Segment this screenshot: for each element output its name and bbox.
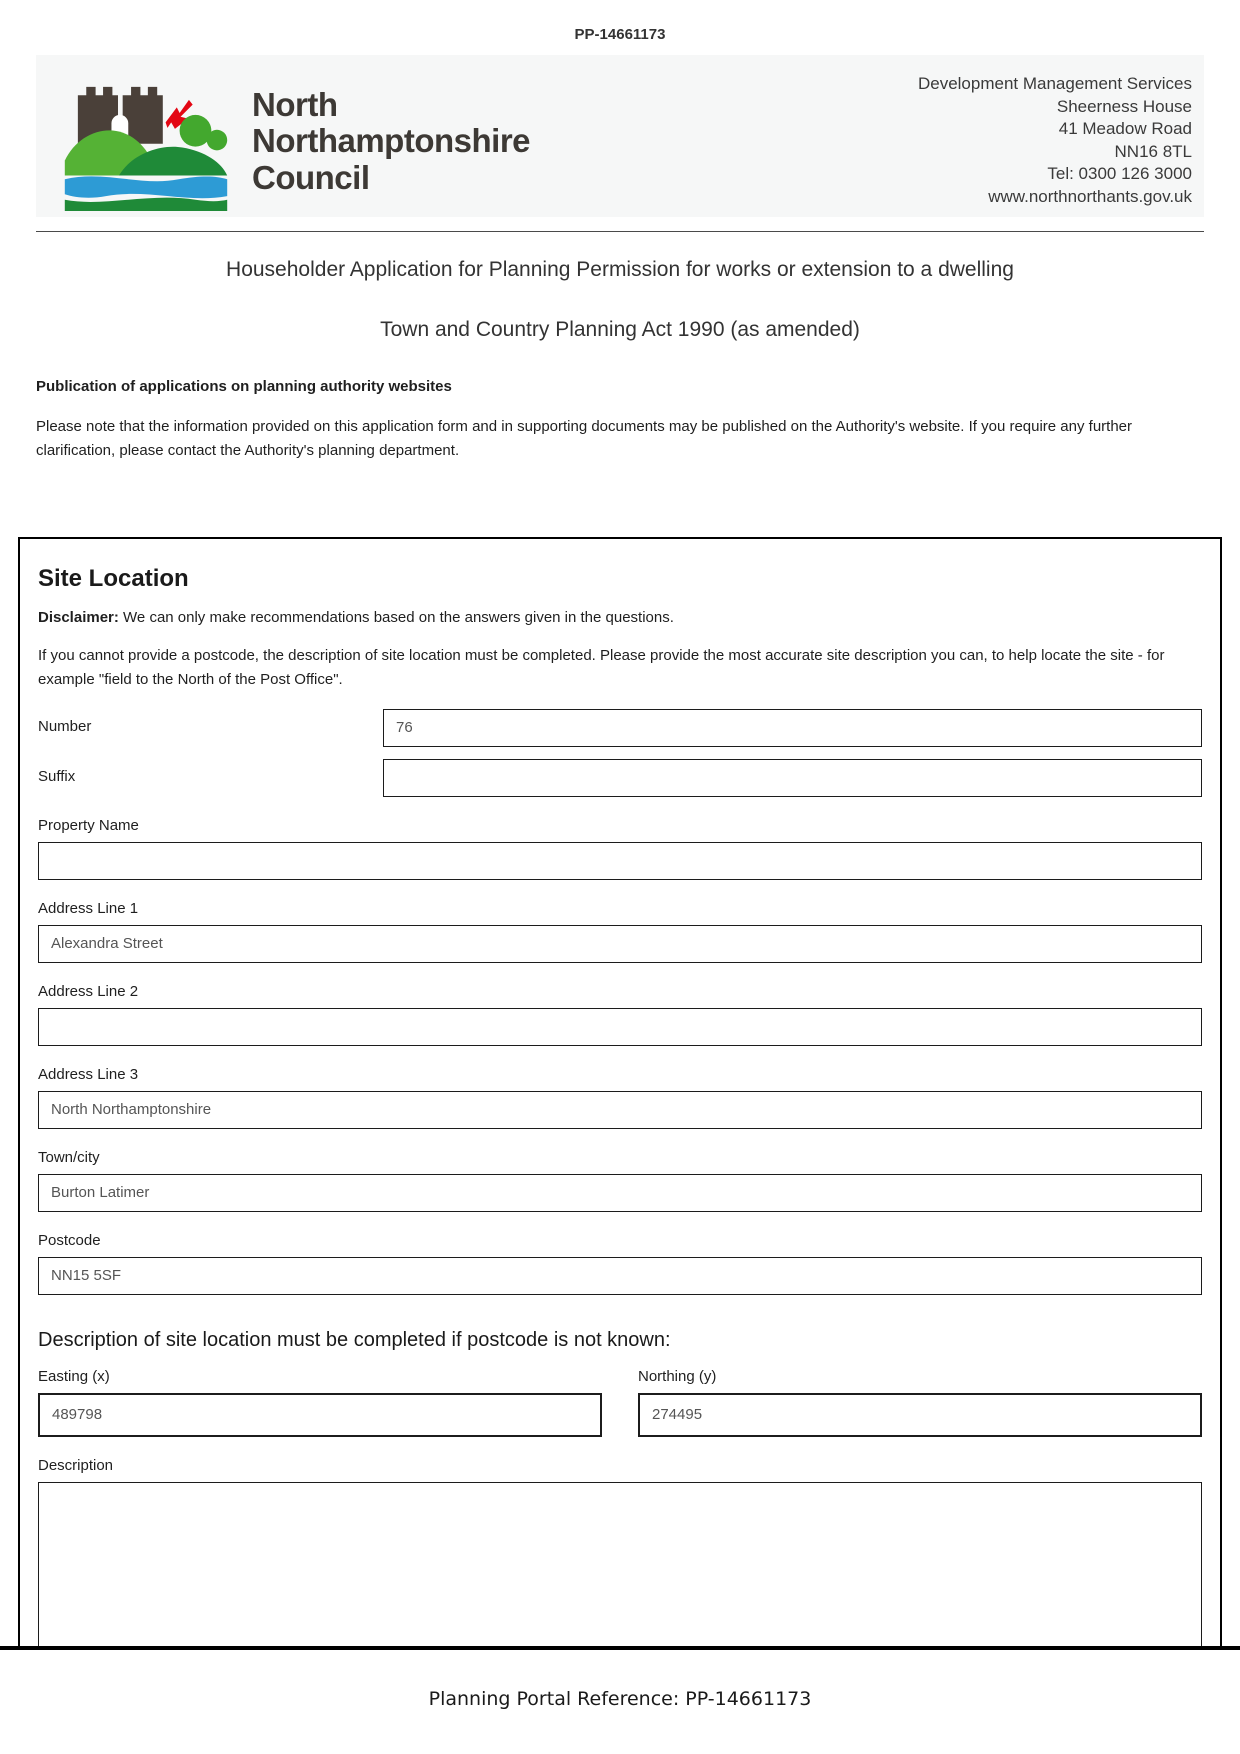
postcode-label: Postcode — [38, 1231, 101, 1249]
field-row-suffix — [38, 759, 1202, 797]
address-line-1-label: Address Line 1 — [38, 899, 139, 917]
address-line: 41 Meadow Road — [1058, 119, 1192, 139]
property-name-input[interactable] — [38, 842, 1202, 880]
field-address-line-2 — [38, 983, 1202, 1046]
header-divider — [36, 231, 1204, 232]
suffix-label: Suffix — [38, 767, 76, 785]
field-town-city — [38, 1149, 1202, 1212]
field-northing — [638, 1368, 1202, 1437]
disclaimer-label: Disclaimer: — [38, 609, 119, 626]
address-line-1-input[interactable] — [38, 925, 1202, 963]
number-input[interactable] — [383, 709, 1202, 747]
council-wordmark — [252, 87, 530, 196]
postcode-input[interactable] — [38, 1257, 1202, 1295]
address-line: NN16 8TL — [1114, 141, 1192, 161]
form-subtitle: Town and Country Planning Act 1990 (as amended) — [380, 318, 860, 341]
wordmark-line1: North — [252, 86, 338, 123]
address-line: www.northnorthants.gov.uk — [988, 187, 1192, 207]
page-break-divider — [0, 1646, 1240, 1650]
publication-paragraph: Please note that the information provided on this application form and in supporting documents may be published on the Authority's website. If you require any further clarification, please contact the Authority's planning department. — [36, 418, 1133, 459]
planning-portal-reference: Planning Portal Reference: PP-14661173 — [428, 1688, 812, 1710]
address-line: Development Management Services — [917, 74, 1192, 93]
address-line-3-input[interactable] — [38, 1091, 1202, 1129]
address-line-3-label: Address Line 3 — [38, 1065, 139, 1083]
application-reference: PP-14661173 — [574, 26, 666, 43]
coordinates-row — [38, 1368, 1202, 1437]
easting-input[interactable] — [38, 1393, 602, 1437]
council-logo-icon — [56, 71, 236, 211]
wordmark-line3: Council — [252, 158, 370, 196]
description-textarea[interactable] — [38, 1482, 1202, 1646]
description-requirement-heading: Description of site location must be completed if postcode is not known: — [38, 1328, 671, 1351]
northing-label: Northing (y) — [638, 1367, 717, 1385]
publication-heading: Publication of applications on planning authority websites — [36, 378, 452, 395]
town-city-label: Town/city — [38, 1148, 100, 1166]
address-line-2-input[interactable] — [38, 1008, 1202, 1046]
site-location-section — [18, 537, 1222, 1646]
town-city-input[interactable] — [38, 1174, 1202, 1212]
address-line-2-label: Address Line 2 — [38, 982, 139, 1000]
property-name-label: Property Name — [38, 816, 139, 834]
number-label: Number — [38, 717, 92, 735]
easting-label: Easting (x) — [38, 1367, 110, 1385]
northing-input[interactable] — [638, 1393, 1202, 1437]
field-address-line-3 — [38, 1066, 1202, 1129]
council-logo — [56, 71, 530, 211]
field-description — [38, 1457, 1202, 1646]
field-postcode — [38, 1232, 1202, 1295]
department-address-block — [918, 73, 1192, 209]
form-title: Householder Application for Planning Permission for works or extension to a dwelling — [226, 258, 1014, 281]
disclaimer-body: We can only make recommendations based on the answers given in the questions. — [118, 609, 674, 626]
section-intro-paragraph: If you cannot provide a postcode, the description of site location must be completed. Please provide the most accurate site description you can, to help locate the site - for example "field to the North of the Post Office". — [38, 647, 1165, 689]
description-label: Description — [38, 1456, 114, 1474]
address-line: Tel: 0300 126 3000 — [1047, 164, 1192, 184]
wordmark-line2: Northamptonshire — [252, 122, 531, 160]
address-line: Sheerness House — [1056, 96, 1192, 116]
suffix-input[interactable] — [383, 759, 1202, 797]
letterhead — [36, 55, 1204, 217]
field-easting — [38, 1368, 602, 1437]
section-heading: Site Location — [38, 565, 189, 592]
disclaimer-text — [38, 609, 1202, 626]
field-property-name — [38, 817, 1202, 880]
field-address-line-1 — [38, 900, 1202, 963]
field-row-number — [38, 709, 1202, 747]
